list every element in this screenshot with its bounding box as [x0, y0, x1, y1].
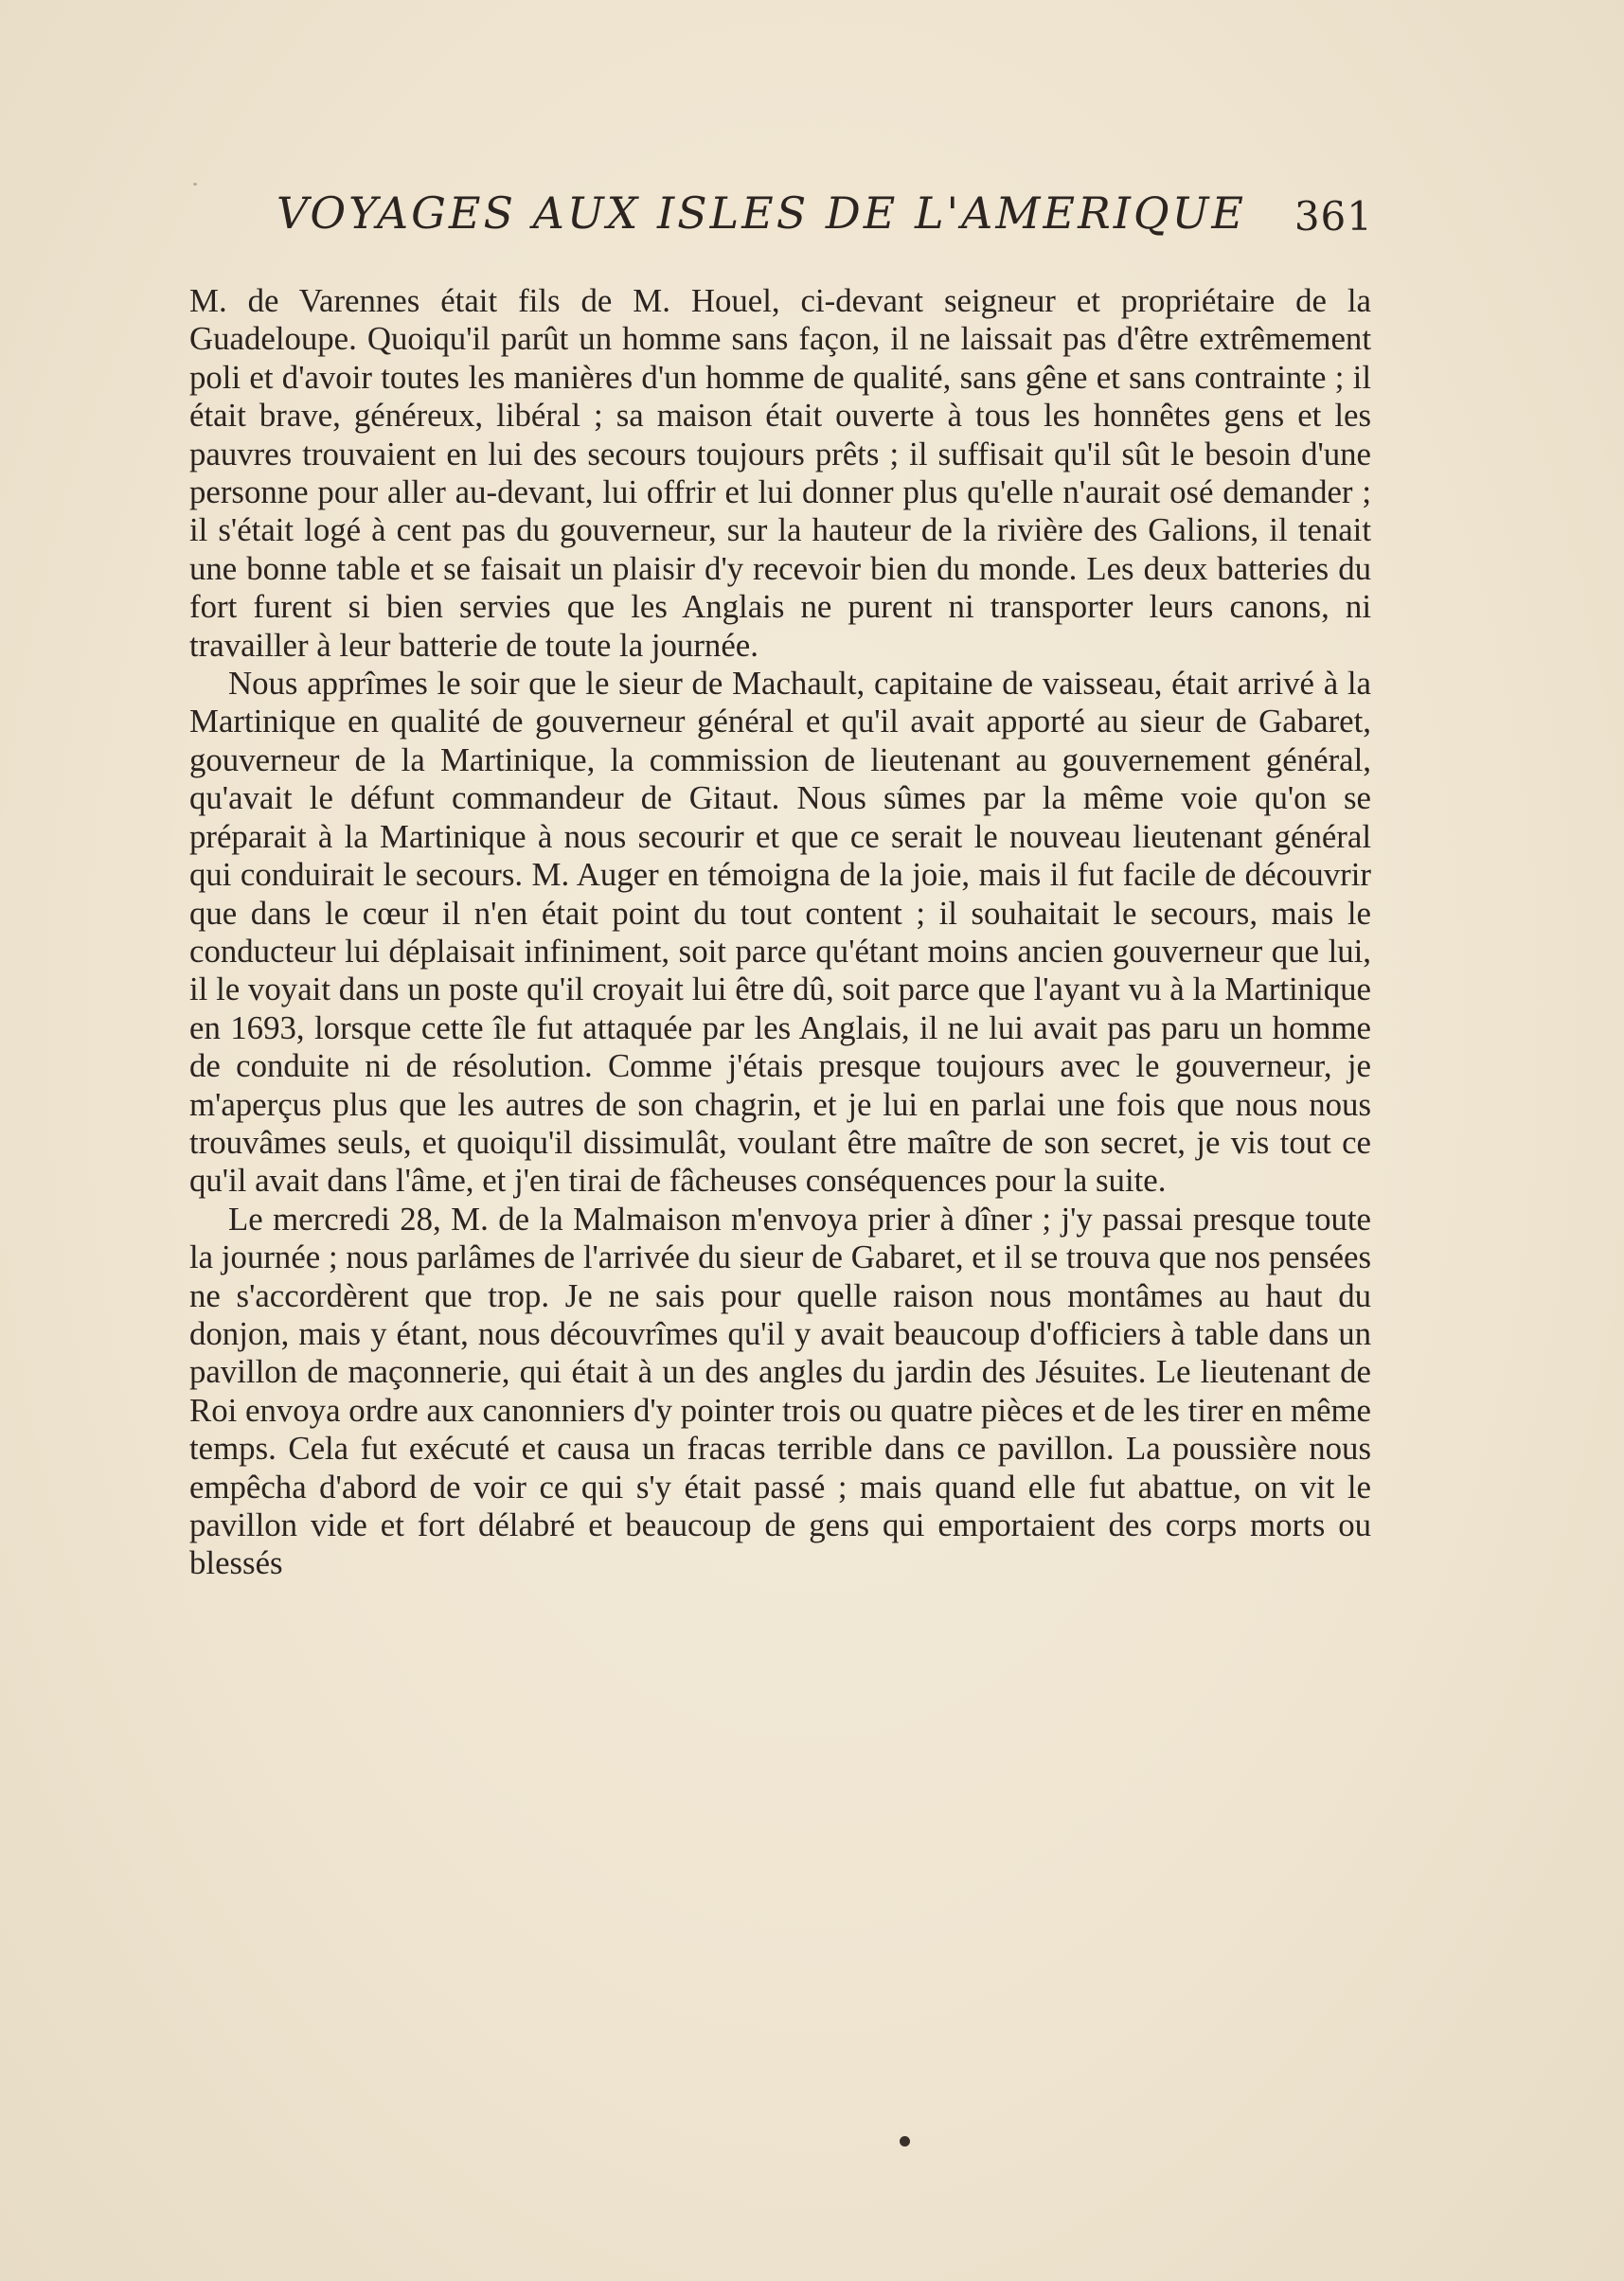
running-head: [189, 180, 1373, 256]
signature-mark: [900, 2136, 910, 2147]
paragraph-3: Le mercredi 28, M. de la Malmaison m'envoya prier à dîner ; j'y passai presque toute la journée ; nous parlâmes de l'arrivée du sieur de Gabaret, et il se trouva que nos pensées ne s'accordèrent que trop. Je ne sais pour quelle raison nous montâmes au haut du donjon, mais y étant, nous découvrîmes qu'il y avait beaucoup d'officiers à table dans un pavillon de maçonnerie, qui était à un des angles du jardin des Jésuites. Le lieutenant de Roi envoya ordre aux canonniers d'y pointer trois ou quatre pièces et de les tirer en même temps. Cela fut exécuté et causa un fracas terrible dans ce pavillon. La poussière nous empêcha d'abord de voir ce qui s'y était passé ; mais quand elle fut abattue, on vit le pavillon vide et fort délabré et beaucoup de gens qui emportaient des corps morts ou blessés: [189, 1200, 1371, 1582]
running-title: VOYAGES AUX ISLES DE L'AMERIQUE: [277, 187, 1246, 239]
paragraph-2: Nous apprîmes le soir que le sieur de Machault, capitaine de vaisseau, était arrivé à la Martinique en qualité de gouverneur général et qu'il avait apporté au sieur de Gabaret, gouverneur de la Martinique, la commission de lieutenant au gouvernement général, qu'avait le défunt commandeur de Gitaut. Nous sûmes par la même voie qu'on se préparait à la Martinique à nous secourir et que ce serait le nouveau lieutenant général qui conduirait le secours. M. Auger en témoigna de la joie, mais il fut facile de découvrir que dans le cœur il n'en était point du tout content ; il souhaitait le secours, mais le conducteur lui déplaisait infiniment, soit parce qu'étant moins ancien gouverneur que lui, il le voyait dans un poste qu'il croyait lui être dû, soit parce que l'ayant vu à la Martinique en 1693, lorsque cette île fut attaquée par les Anglais, il ne lui avait pas paru un homme de conduite ni de résolution. Comme j'étais presque toujours avec le gouverneur, je m'aperçus plus que les autres de son chagrin, et je lui en parlai une fois que nous nous trouvâmes seuls, et quoiqu'il dissimulât, voulant être maître de son secret, je vis tout ce qu'il avait dans l'âme, et j'en tirai de fâcheuses conséquences pour la suite.: [189, 665, 1371, 1200]
page-number: 361: [1294, 193, 1373, 240]
body-text: [189, 282, 1371, 1583]
paragraph-1: M. de Varennes était fils de M. Houel, ci-devant seigneur et propriétaire de la Guadeloupe. Quoiqu'il parût un homme sans façon, il ne laissait pas d'être extrêmement poli et d'avoir toutes les manières d'un homme de qualité, sans gêne et sans contrainte ; il était brave, généreux, libéral ; sa maison était ouverte à tous les honnêtes gens et les pauvres trouvaient en lui des secours toujours prêts ; il suffisait qu'il sût le besoin d'une personne pour aller au-devant, lui offrir et lui donner plus qu'elle n'aurait osé demander ; il s'était logé à cent pas du gouverneur, sur la hauteur de la rivière des Galions, il tenait une bonne table et se faisait un plaisir d'y recevoir bien du monde. Les deux batteries du fort furent si bien servies que les Anglais ne purent ni transporter leurs canons, ni travailler à leur batterie de toute la journée.: [189, 282, 1371, 664]
